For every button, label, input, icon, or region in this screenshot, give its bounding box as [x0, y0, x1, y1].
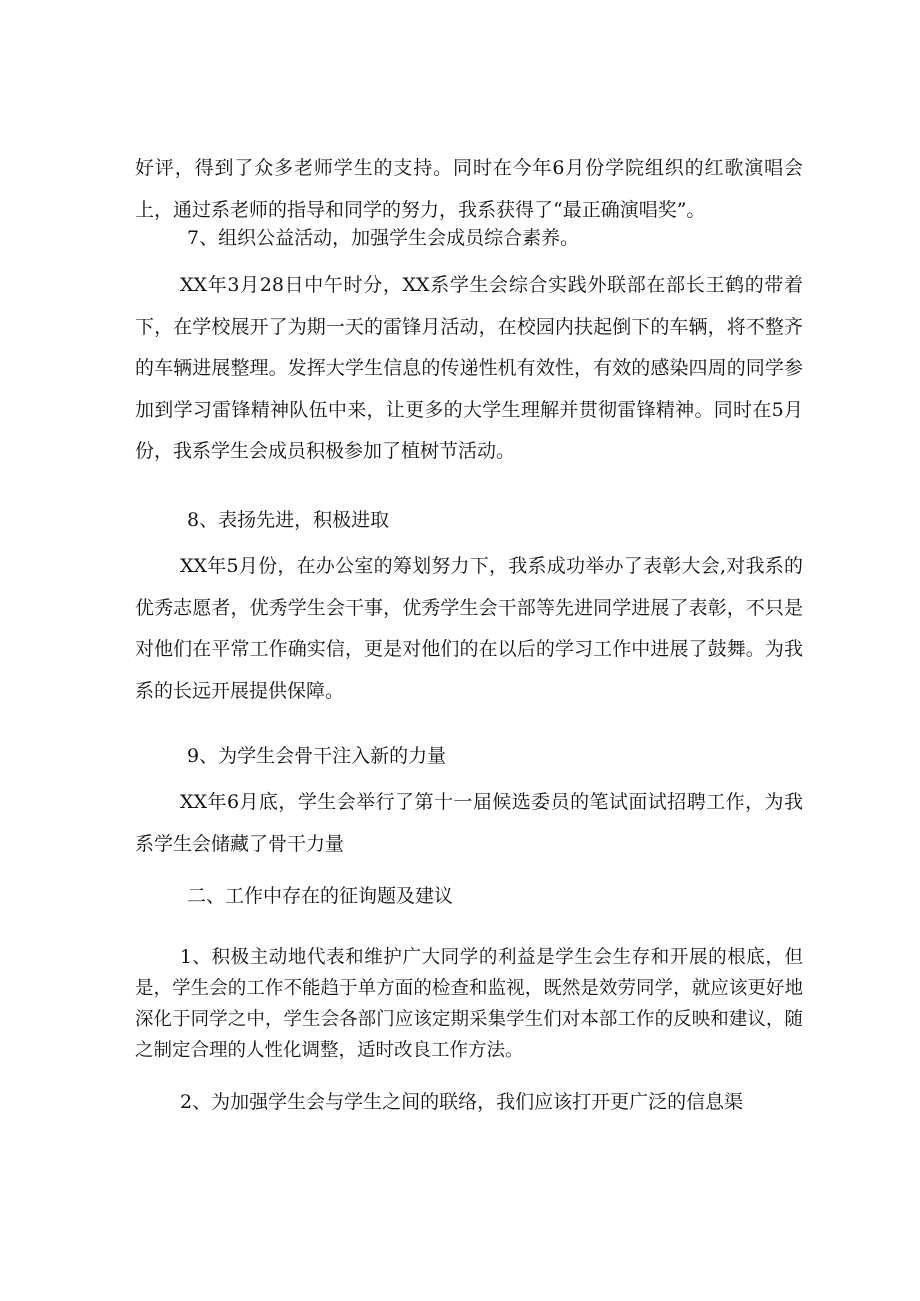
paragraph-suggestion-1: 1、积极主动地代表和维护广大同学的利益是学生会生存和开展的根底，但是，学生会的工作不能趋于单方面的检查和监视，既然是效劳同学，就应该更好地深化于同学之中，学生会各部门应该定期采集学生们对本部工作的反映和建议，随之制定合理的人性化调整，适时改良工作方法。 [135, 947, 803, 1061]
paragraph-commendation-meeting: XX年5月份，在办公室的筹划努力下，我系成功举办了表彰大会,对我系的优秀志愿者，优秀学生会干事，优秀学生会干部等先进同学进展了表彰，不只是对他们在平常工作确实信，更是对他们的在以后的学习工作中进展了鼓舞。为我系的长远开展提供保障。 [135, 555, 803, 702]
paragraph-suggestion-2: 2、为加强学生会与学生之间的联络，我们应该打开更广泛的信息渠 [180, 1091, 744, 1113]
paragraph-recruitment: XX年6月底，学生会举行了第十一届候选委员的笔试面试招聘工作，为我系学生会储藏了骨干力量 [135, 791, 803, 855]
heading-item-9: 9、为学生会骨干注入新的力量 [187, 745, 447, 767]
heading-section-2: 二、工作中存在的征询题及建议 [187, 885, 454, 907]
paragraph-red-song-award: 好评，得到了众多老师学生的支持。同时在今年6月份学院组织的红歌演唱会上，通过系老师的指导和同学的努力，我系获得了“最正确演唱奖”。 [135, 157, 803, 221]
heading-item-8: 8、表扬先进，积极进取 [187, 509, 390, 531]
paragraph-lei-feng-activity: XX年3月28日中午时分，XX系学生会综合实践外联部在部长王鹤的带着下，在学校展开了为期一天的雷锋月活动，在校园内扶起倒下的车辆，将不整齐的车辆进展整理。发挥大学生信息的传递性机有效性，有效的感染四周的同学参加到学习雷锋精神队伍中来，让更多的大学生理解并贯彻雷锋精神。同时在5月份，我系学生会成员积极参加了植树节活动。 [135, 274, 803, 462]
heading-item-7: 7、组织公益活动，加强学生会成员综合素养。 [187, 227, 580, 249]
